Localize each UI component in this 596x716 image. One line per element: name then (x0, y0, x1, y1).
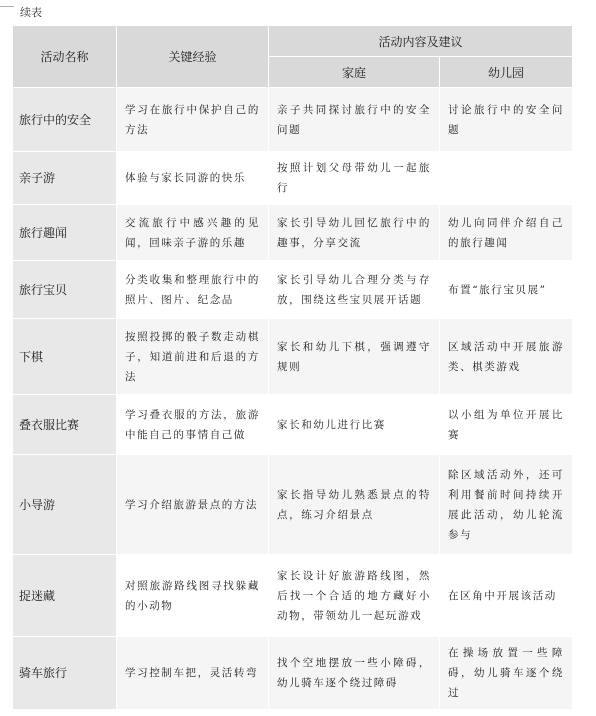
header-key-experience: 关键经验 (117, 26, 269, 88)
header-content-group: 活动内容及建议 (269, 26, 573, 57)
experience-cell: 分类收集和整理旅行中的照片、图片、纪念品 (117, 261, 269, 319)
table-row (13, 88, 573, 152)
kindergarten-cell: 在区角中开展该活动 (440, 555, 573, 637)
family-cell: 家长引导幼儿合理分类与存放，围绕这些宝贝展开话题 (269, 261, 440, 319)
table-row (13, 319, 573, 395)
kindergarten-cell: 区域活动中开展旅游类、棋类游戏 (440, 319, 573, 395)
activity-name-cell: 亲子游 (13, 152, 117, 205)
header-row-top (13, 26, 573, 57)
family-cell: 家长和幼儿下棋，强调遵守规则 (269, 319, 440, 395)
kindergarten-cell: 布置“旅行宝贝展” (440, 261, 573, 319)
experience-cell: 学习叠衣服的方法，旅游中能自己的事情自己做 (117, 395, 269, 455)
header-activity-name: 活动名称 (13, 26, 117, 88)
table-row (13, 152, 573, 205)
experience-cell: 学习介绍旅游景点的方法 (117, 455, 269, 555)
experience-cell: 对照旅游路线图寻找躲藏的小动物 (117, 555, 269, 637)
kindergarten-cell: 幼儿向同伴介绍自己的旅行趣闻 (440, 205, 573, 261)
family-cell: 家长和幼儿进行比赛 (269, 395, 440, 455)
family-cell: 家长指导幼儿熟悉景点的特点，练习介绍景点 (269, 455, 440, 555)
activity-name-cell: 旅行中的安全 (13, 88, 117, 152)
activity-name-cell: 骑车旅行 (13, 637, 117, 710)
activity-name-cell: 下棋 (13, 319, 117, 395)
family-cell: 找个空地摆放一些小障碍，幼儿骑车逐个绕过障碍 (269, 637, 440, 710)
family-cell: 家长引导幼儿回忆旅行中的趣事，分享交流 (269, 205, 440, 261)
kindergarten-cell (440, 152, 573, 205)
table-row (13, 555, 573, 637)
header-kindergarten: 幼儿园 (440, 57, 573, 88)
experience-cell: 学习控制车把，灵活转弯 (117, 637, 269, 710)
family-cell: 亲子共同探讨旅行中的安全问题 (269, 88, 440, 152)
family-cell: 按照计划父母带幼儿一起旅行 (269, 152, 440, 205)
activity-name-cell: 旅行宝贝 (13, 261, 117, 319)
activity-name-cell: 叠衣服比赛 (13, 395, 117, 455)
table-row (13, 455, 573, 555)
activity-table (12, 25, 573, 710)
table-row (13, 395, 573, 455)
corner-mark (0, 0, 14, 7)
activity-name-cell: 旅行趣闻 (13, 205, 117, 261)
experience-cell: 体验与家长同游的快乐 (117, 152, 269, 205)
table-row (13, 205, 573, 261)
kindergarten-cell: 在操场放置一些障碍，幼儿骑车逐个绕过 (440, 637, 573, 710)
experience-cell: 交流旅行中感兴趣的见闻，回味亲子游的乐趣 (117, 205, 269, 261)
experience-cell: 学习在旅行中保护自己的方法 (117, 88, 269, 152)
table-row (13, 261, 573, 319)
activity-name-cell: 捉迷藏 (13, 555, 117, 637)
experience-cell: 按照投掷的骰子数走动棋子，知道前进和后退的方法 (117, 319, 269, 395)
kindergarten-cell: 除区域活动外，还可利用餐前时间持续开展此活动，幼儿轮流参与 (440, 455, 573, 555)
page-label: 续表 (20, 6, 42, 19)
family-cell: 家长设计好旅游路线图，然后找一个合适的地方藏好小动物，带领幼儿一起玩游戏 (269, 555, 440, 637)
activity-name-cell: 小导游 (13, 455, 117, 555)
kindergarten-cell: 以小组为单位开展比赛 (440, 395, 573, 455)
header-family: 家庭 (269, 57, 440, 88)
table-row (13, 637, 573, 710)
kindergarten-cell: 讨论旅行中的安全问题 (440, 88, 573, 152)
